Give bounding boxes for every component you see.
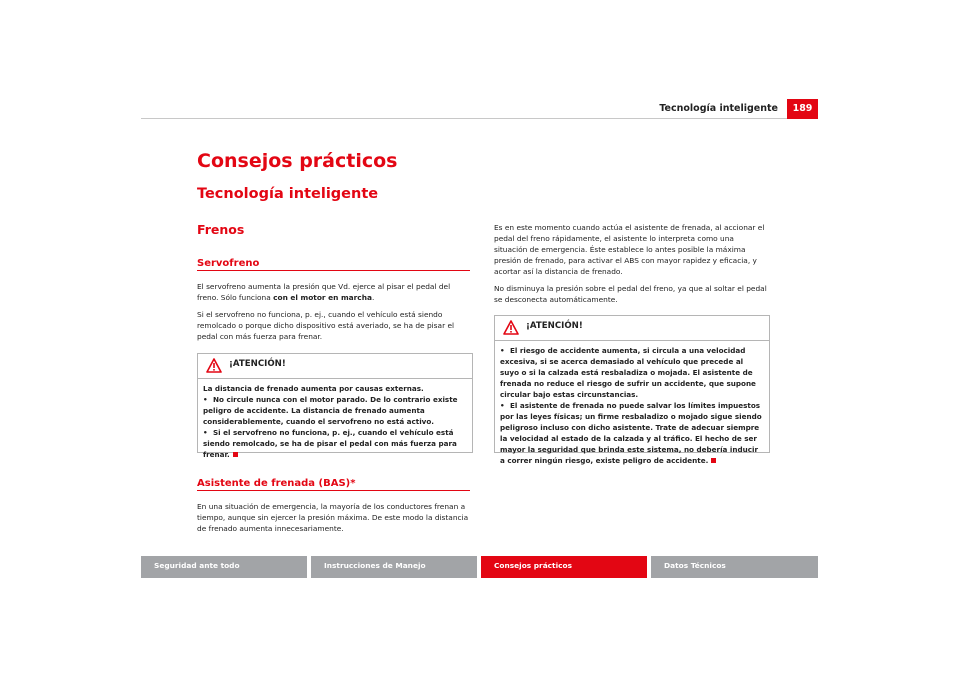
footer-tab-label: Instrucciones de Manejo xyxy=(324,561,426,570)
warning-body xyxy=(198,379,472,465)
running-title: Tecnología inteligente xyxy=(659,103,778,114)
servofreno-p1-text: El servofreno aumenta la presión que Vd. ejerce al pisar el pedal del freno. Sólo funciona xyxy=(197,282,451,302)
warning-bullet-text: No circule nunca con el motor parado. De lo contrario existe peligro de accidente. La distancia de frenado aumenta considerablemente, cuando el servofreno no está activo. xyxy=(203,395,458,426)
servofreno-text xyxy=(197,281,472,348)
bas-text-right xyxy=(494,222,769,311)
bullet-icon: • xyxy=(500,401,505,410)
bas-paragraph-1: En una situación de emergencia, la mayoría de los conductores frenan a tiempo, aunque sin ejercer la presión máxima. De este modo la distancia de frenado aumenta innecesariamente. xyxy=(197,502,469,533)
warning-triangle-icon xyxy=(206,358,222,373)
warning-header xyxy=(495,316,769,341)
warning-bullet-text: Si el servofreno no funciona, p. ej., cuando el vehículo está siendo remolcado, se ha de pisar el pedal con más fuerza para frenar. xyxy=(203,428,457,459)
servofreno-paragraph-1 xyxy=(197,281,472,303)
subsection-title: Frenos xyxy=(197,222,245,237)
warning-triangle-icon xyxy=(503,320,519,335)
end-of-section-icon xyxy=(233,452,238,457)
footer-tab-label: Datos Técnicos xyxy=(664,561,726,570)
chapter-title: Consejos prácticos xyxy=(197,150,398,172)
footer-tab-seguridad[interactable] xyxy=(141,556,307,578)
page-number: 189 xyxy=(787,99,818,119)
warning-label: ¡ATENCIÓN! xyxy=(229,359,286,369)
bullet-icon: • xyxy=(203,395,208,404)
servofreno-paragraph-2: Si el servofreno no funciona, p. ej., cuando el vehículo está siendo remolcado o porque dicho dispositivo está averiado, se ha de pisar el pedal con más fuerza para frenar. xyxy=(197,310,455,341)
bas-warning-box xyxy=(494,315,770,465)
bas-title: Asistente de frenada (BAS)* xyxy=(197,478,356,489)
warning-bullet xyxy=(500,345,764,400)
warning-bullet xyxy=(500,400,764,466)
warning-bullet-text: El asistente de frenada no puede salvar los límites impuestos por las leyes físicas; un firme resbaladizo o mojado sigue siendo peligroso incluso con dicho asistente. Trate de adecuar siempre la velocidad al estado de la calzada y al tráfico. El hecho de ser mayor la seguridad que brinda este sistema, no debería inducir a correr ningún riesgo, existe peligro de accidente. xyxy=(500,401,762,465)
footer-tab-label: Seguridad ante todo xyxy=(154,561,240,570)
servofreno-p1-bold: con el motor en marcha xyxy=(273,293,372,302)
footer-tab-instrucciones[interactable] xyxy=(311,556,477,578)
header-rule xyxy=(141,118,818,119)
section-title: Tecnología inteligente xyxy=(197,186,379,202)
footer-tab-datos[interactable] xyxy=(651,556,818,578)
warning-label: ¡ATENCIÓN! xyxy=(526,321,583,331)
warning-body xyxy=(495,341,769,471)
end-of-section-icon xyxy=(711,458,716,463)
warning-bullet-text: El riesgo de accidente aumenta, si circula a una velocidad excesiva, si se acerca demasiado al vehículo que precede al suyo o si la calzada está resbaladiza o mojada. El asistente de frenada no reduce el riesgo de sufrir un accidente, que supone circular bajo estas circunstancias. xyxy=(500,346,756,399)
footer-tab-label: Consejos prácticos xyxy=(494,561,572,570)
bas-paragraph-3: No disminuya la presión sobre el pedal del freno, ya que al soltar el pedal se desconecta automáticamente. xyxy=(494,284,767,304)
bullet-icon: • xyxy=(203,428,208,437)
footer-tab-consejos[interactable] xyxy=(481,556,647,578)
servofreno-warning-box xyxy=(197,353,473,459)
footer-navigation xyxy=(141,556,818,578)
bas-paragraph-2: Es en este momento cuando actúa el asistente de frenada, al accionar el pedal del freno rápidamente, el asistente lo interpreta como una situación de emergencia. Éste establece lo antes posible la máxima presión de frenado, para activar el ABS con mayor rapidez y eficacia, y acortar así la distancia de frenado. xyxy=(494,223,765,276)
bas-text-left xyxy=(197,501,472,540)
warning-bullet xyxy=(203,427,467,460)
bas-rule xyxy=(197,490,470,491)
bullet-icon: • xyxy=(500,346,505,355)
warning-bullet xyxy=(203,394,467,427)
warning-header xyxy=(198,354,472,379)
warning-intro: La distancia de frenado aumenta por causas externas. xyxy=(203,384,424,393)
servofreno-title: Servofreno xyxy=(197,258,260,269)
servofreno-p1-end: . xyxy=(371,293,375,302)
servofreno-rule xyxy=(197,270,470,271)
